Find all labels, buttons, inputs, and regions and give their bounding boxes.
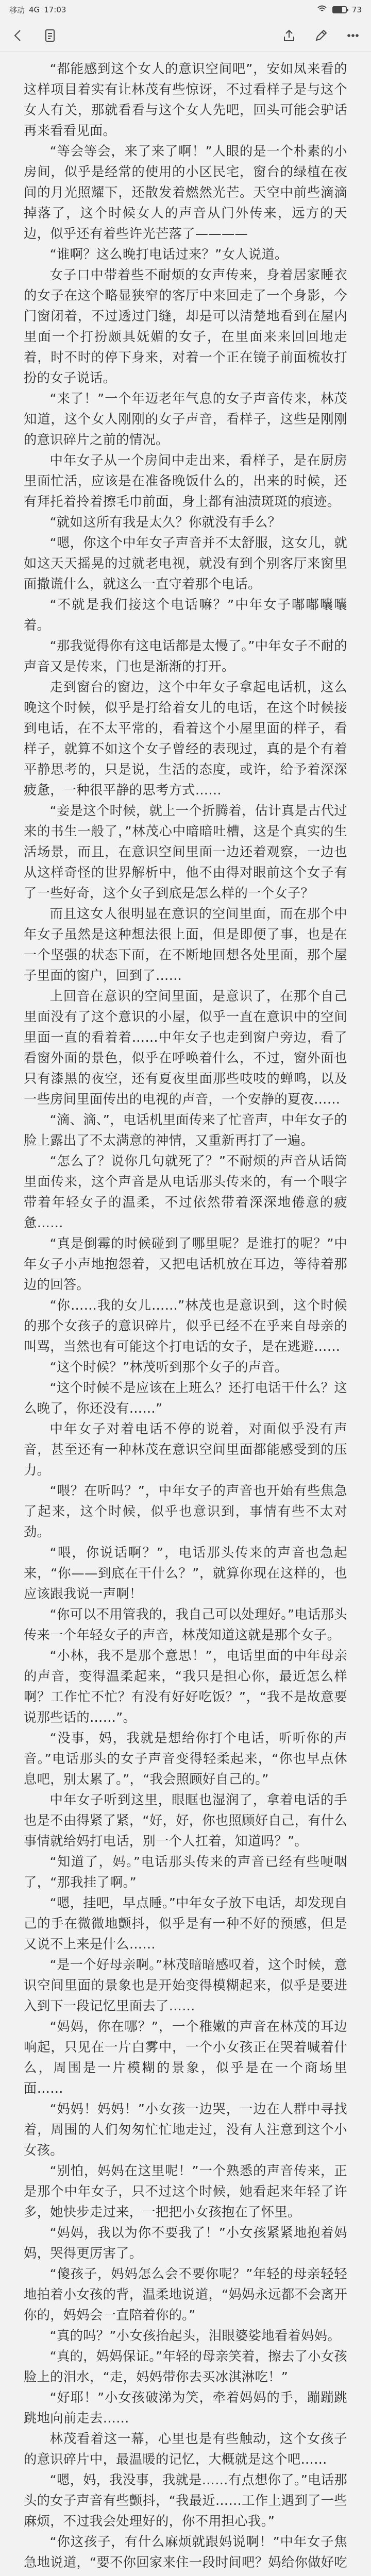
paragraph: “不就是我们接这个电话嘛？”中年女子嘟嘟囔囔着。: [24, 597, 347, 633]
nav-bar: [0, 20, 371, 52]
carrier-label: 移动: [9, 5, 25, 15]
paragraph: “这个时候？”林茂听到那个女子的声音。: [49, 1360, 288, 1375]
paragraph: “别怕，妈妈在这里呢！”一个熟悉的声音传来，正是那个中年女子，只不过这个时候，她看起来年轻了许多，她快步走过来，一把把小女孩抱在了怀里。: [24, 2163, 347, 2219]
status-bar: [0, 0, 371, 20]
paragraph: “妈妈，我以为你不要我了！”小女孩紧紧地抱着妈妈，哭得更厉害了。: [24, 2225, 347, 2261]
article-paragraphs: [24, 59, 347, 2576]
paragraph: “那我觉得你有这电话都是太慢了。”中年女子不耐的声音又是传来，门也是渐渐的打开。: [24, 638, 347, 674]
battery-percent: 73: [351, 5, 362, 14]
paragraph: 中年女子听到这里，眼眶也湿润了，拿着电话的手也是不由得紧了紧，“好，好，你也照顾好自己，有什么事情就给妈打电话，别一个人扛着，知道吗？”。: [24, 1792, 347, 1849]
paragraph: “是一个好母亲啊。”林茂暗暗感叹着，这个时候，意识空间里面的景象也是开始变得模糊起来，似乎是要进入到下一段记忆里面去了……: [24, 1957, 347, 2013]
paragraph: “怎么了？说你几句就死了？”不耐烦的声音从话筒里面传来，这个声音是从电话那头传来的，有一个喂字带着年轻女子的温柔，不过依然带着深深地倦意的疲惫……: [24, 1154, 347, 1230]
paragraph: “喂？在听吗？”，中年女子的声音也开始有些焦急了起来，这个时候，似乎也意识到，事情有些不太对劲。: [24, 1483, 347, 1539]
paragraph: “滴、滴、”，电话机里面传来了忙音声，中年女子的脸上露出了不太满意的神情，又重新再打了一遍。: [24, 1112, 347, 1148]
paragraph: “嗯，你这个中年女子声音并不太舒服，这女儿，就如这天天摇晃的过就老电视，就没有到个别客厅来窗里面撒谎什么，就这么一直守着那个电话。: [24, 535, 347, 591]
time-label: 17:03: [44, 5, 66, 14]
document-icon[interactable]: [41, 27, 59, 44]
paragraph: 中年女子从一个房间中走出来，看样子，是在厨房里面忙活，应该是在准备晚饭什么的，出来的时候，还有拜托着拎着擦毛巾前面，身上都有油渍斑斑的痕迹。: [24, 453, 347, 509]
paragraph: “真是倒霉的时候碰到了哪里呢？是谁打的呢？”中年女子小声地抱怨着，又把电话机放在耳边，等待着那边的回答。: [24, 1236, 347, 1292]
paragraph: 女子口中带着些不耐烦的女声传来，身着居家睡衣的女子在这个略显狭窄的客厅中来回走了一个身影，今门窗闭着，不过透过门缝，却是可以清楚地看到在屋内里面一个打扮颇具妩媚的女子，在里面来来回回地走着，时不时的停下身来，对着一个正在镜子前面梳妆打扮的女子说话。: [24, 267, 347, 385]
status-left: [9, 5, 66, 15]
paragraph: “你这孩子，有什么麻烦就跟妈说啊！”中年女子焦急地说道，“要不你回家来住一段时间吧？妈给你做好吃: [24, 2534, 347, 2570]
edit-icon[interactable]: [312, 27, 330, 44]
paragraph: 上回音在意识的空间里面，是意识了，在那个自己里面没有了这个意识的小屋，似乎一直在意识中的空间里面一直的看着着……中年女子也走到窗户旁边，看了看窗外面的景色，似乎在呼唤着什么，不过，窗外面也只有漆黑的夜空，还有夏夜里面那些吱吱的蝉鸣，以及一些房间里面传出的电视的声音，一个安静的夏夜……: [24, 989, 347, 1107]
paragraph: “知道了，妈。”电话那头传来的声音已经有些哽咽了，“那我挂了啊。”: [24, 1854, 347, 1890]
paragraph: “好耶！”小女孩破涕为笑，牵着妈妈的手，蹦蹦跳跳地向前走去……: [24, 2390, 347, 2426]
paragraph: “你可以不用管我的，我自己可以处理好。”电话那头传来一个年轻女子的声音，林茂知道这就是那个女子。: [24, 1607, 347, 1642]
paragraph: “真的吗？”小女孩抬起头，泪眼婆娑地看着妈妈。: [49, 2328, 341, 2343]
paragraph: “小林，我不是那个意思！”，电话里面的中年母亲的声音，变得温柔起来，“我只是担心你，最近怎么样啊？工作忙不忙？有没有好好吃饭？”，“我不是故意要说那些话的……”。: [24, 1648, 347, 1725]
paragraph: “妈妈，你在哪？”，一个稚嫩的声音在林茂的耳边响起，只见在一片白雾中，一个小女孩正在哭着喊着什么，周围是一片模糊的景象，似乎是在一个商场里面……: [24, 2019, 347, 2096]
paragraph: 而且这女人很明显在意识的空间里面，而在那个中年女子虽然是这种想法很上面，但是即便了事，也是在一个坚强的状态下面，在不断地回想各处里面，那个屋子里面的窗户，回到了……: [24, 906, 347, 983]
more-icon[interactable]: [344, 27, 362, 44]
paragraph: “来了！”一个年迈老年气息的女子声音传来，林茂知道，这个女人刚刚的女子声音，看样子，这些是刚刚的意识碎片之前的情况。: [24, 391, 347, 447]
back-icon[interactable]: [9, 27, 27, 44]
share-icon[interactable]: [280, 27, 298, 44]
paragraph: “就如这所有我是太久？你就没有手么？: [49, 515, 281, 530]
battery-icon: [332, 6, 347, 13]
wifi-icon: [317, 5, 327, 15]
paragraph: “妈妈！妈妈！”小女孩一边哭，一边在人群中寻找着，周围的人们匆匆忙忙地走过，没有人注意到这个小女孩。: [24, 2102, 347, 2158]
paragraph: 林茂看着这一幕，心里也是有些触动，这个女孩子的意识碎片中，最温暖的记忆，大概就是这个吧……: [24, 2431, 347, 2467]
paragraph: “嗯，妈，我没事，我就是……有点想你了。”电话那头的女子声音有些颤抖，“我最近……工作上遇到了一些麻烦，不过我会处理好的，你不用担心我。”: [24, 2472, 347, 2529]
paragraph: “等会等会，来了来了啊！”人眼的是一个朴素的小房间，似乎是经常的使用的小区民宅，窗台的绿植在夜间的月光照耀下，还散发着燃然光芒。天空中前些滴滴掉落了，这个时候女人的声音从门外传来，远方的天边，似乎还有着些许光芒落了————: [24, 144, 347, 241]
paragraph: “你……我的女儿……”林茂也是意识到，这个时候的那个女孩子的意识碎片，似乎已经不在乎来自母亲的叫骂，当然也有可能这个打电话的女子，是在逃避……: [24, 1298, 347, 1354]
nav-right: [280, 27, 362, 44]
paragraph: “喂，你说话啊？”，电话那头传来的声音也急起来，“你——到底在干什么？”，就算你现在这样的，也应该跟我说一声啊！: [24, 1545, 347, 1601]
paragraph: “嗯，挂吧，早点睡。”中年女子放下电话，却发现自己的手在微微地颤抖，似乎是有一种不好的预感，但是又说不上来是什么……: [24, 1895, 347, 1952]
nav-left: [9, 27, 59, 44]
paragraph: 中年女子对着电话不停的说着，对面似乎没有声音，甚至还有一种林茂在意识空间里面都能感受到的压力。: [24, 1421, 347, 1478]
status-right: [317, 5, 362, 15]
paragraph: “这个时候不是应该在上班么？还打电话干什么？这么晚了，你还没有……”: [24, 1380, 347, 1416]
paragraph: “傻孩子，妈妈怎么会不要你呢？”年轻的母亲轻轻地拍着小女孩的背，温柔地说道，“妈妈永远都不会离开你的，妈妈会一直陪着你的。”: [24, 2266, 347, 2323]
paragraph: “真的，妈妈保证。”年轻的母亲笑着，擦去了小女孩脸上的泪水，“走，妈妈带你去买冰淇淋吃！”: [24, 2349, 347, 2384]
paragraph: 走到窗台的窗边，这个中年女子拿起电话机，这么晚这个时候，似乎是打给着女儿的电话，在这个时候接到电话，在不太平常的，看着这个小屋里面的样子，看样子，就算不如这个女子曾经的表现过，真的是个有着平静思考的，只是说，生活的态度，或许，给予着深深疲惫，一种很平静的思考方式……: [24, 680, 347, 798]
paragraph: “妾是这个时候，就上一个折腾着，估计真是古代过来的书生一般了，”林茂心中暗暗吐槽，这是个真实的生活场景，而且，在意识空间里面一边还着观察，一边也从这样奇怪的世界解析中，他不由得对眼前这个女子有了一些好奇，这个女子到底是怎么样的一个女子？: [24, 803, 347, 901]
paragraph: “谁啊？这么晚打电话过来？”女人说道。: [49, 247, 288, 262]
paragraph: “没事，妈，我就是想给你打个电话，听听你的声音。”电话那头的女子声音变得轻柔起来，“你也早点休息吧，别太累了。”，“我会照顾好自己的。”: [24, 1731, 347, 1787]
network-label: 4G: [29, 5, 40, 14]
article-body: [0, 52, 371, 2576]
paragraph: “都能感到这个女人的意识空间吧”，安如凤来看的这样项目着实有让林茂有些惊讶，不过看样子是与这个女人有关，那就看看与这个女人先吧，回头可能会驴话再来看看见面。: [24, 61, 347, 138]
